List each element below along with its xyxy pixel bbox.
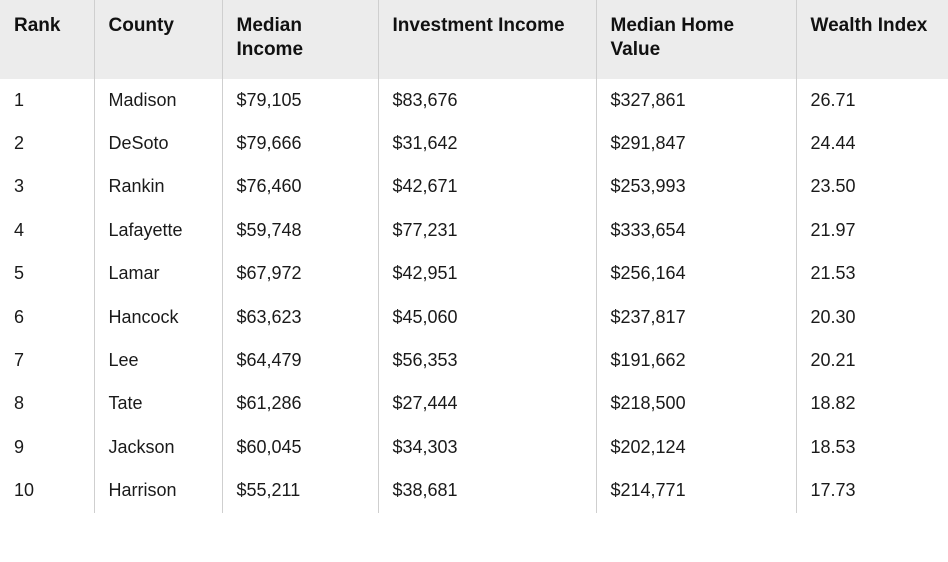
column-header-county: County [94,0,222,79]
column-header-rank: Rank [0,0,94,79]
cell-wealth-index: 20.30 [810,306,856,327]
table-header [0,0,948,79]
column-header-median-income: Median Income [222,0,378,79]
cell-wealth-index: 18.53 [810,436,856,457]
cell-wealth-index: 18.82 [810,393,856,414]
cell-wealth-index: 24.44 [810,133,856,154]
cell-median-home-value: $253,993 [596,165,796,208]
cell-investment-income: $42,951 [378,252,596,295]
cell-county: Madison [94,79,222,122]
cell-wealth-index: 21.53 [810,263,856,284]
cell-county: Jackson [94,426,222,469]
cell-rank: 5 [0,252,94,295]
cell-rank: 2 [0,122,94,165]
cell-median-income: $60,045 [222,426,378,469]
cell-investment-income: $56,353 [378,339,596,382]
table-row [0,122,948,165]
table-header-row [0,0,948,79]
table-row [0,382,948,425]
cell-median-home-value: $237,817 [596,296,796,339]
cell-county: Tate [94,382,222,425]
cell-investment-income: $38,681 [378,469,596,512]
table-row [0,339,948,382]
table-row [0,79,948,122]
cell-county: Lafayette [94,209,222,252]
cell-median-home-value: $191,662 [596,339,796,382]
cell-rank: 1 [0,79,94,122]
cell-median-home-value: $291,847 [596,122,796,165]
cell-rank: 8 [0,382,94,425]
cell-investment-income: $31,642 [378,122,596,165]
cell-wealth-index: 20.21 [810,349,856,370]
cell-median-income: $64,479 [222,339,378,382]
column-header-investment-income: Investment Income [378,0,596,79]
cell-county: Harrison [94,469,222,512]
cell-median-home-value: $218,500 [596,382,796,425]
cell-rank: 6 [0,296,94,339]
cell-rank: 3 [0,165,94,208]
cell-median-income: $63,623 [222,296,378,339]
table-row [0,469,948,512]
cell-median-income: $67,972 [222,252,378,295]
cell-rank: 4 [0,209,94,252]
cell-investment-income: $83,676 [378,79,596,122]
table-row [0,426,948,469]
cell-county: Hancock [94,296,222,339]
cell-median-home-value: $256,164 [596,252,796,295]
cell-median-home-value: $333,654 [596,209,796,252]
cell-median-income: $55,211 [222,469,378,512]
cell-investment-income: $77,231 [378,209,596,252]
table-body [0,79,948,513]
cell-median-income: $79,666 [222,122,378,165]
cell-wealth-index: 21.97 [810,219,856,240]
cell-median-income: $79,105 [222,79,378,122]
cell-median-home-value: $214,771 [596,469,796,512]
table-row [0,252,948,295]
cell-investment-income: $34,303 [378,426,596,469]
cell-wealth-index: 17.73 [810,480,856,501]
cell-wealth-index: 26.71 [810,89,856,110]
cell-median-income: $76,460 [222,165,378,208]
cell-median-income: $61,286 [222,382,378,425]
cell-median-income: $59,748 [222,209,378,252]
table-row [0,165,948,208]
cell-investment-income: $42,671 [378,165,596,208]
cell-rank: 7 [0,339,94,382]
cell-median-home-value: $327,861 [596,79,796,122]
column-header-median-home-value: Median Home Value [596,0,796,79]
cell-rank: 9 [0,426,94,469]
cell-investment-income: $45,060 [378,296,596,339]
cell-county: DeSoto [94,122,222,165]
cell-county: Lamar [94,252,222,295]
cell-county: Rankin [94,165,222,208]
cell-wealth-index: 23.50 [810,176,856,197]
table-row [0,209,948,252]
cell-median-home-value: $202,124 [596,426,796,469]
table-row [0,296,948,339]
column-header-wealth-index: Wealth Index [796,0,948,79]
cell-rank: 10 [0,469,94,512]
cell-county: Lee [94,339,222,382]
cell-investment-income: $27,444 [378,382,596,425]
